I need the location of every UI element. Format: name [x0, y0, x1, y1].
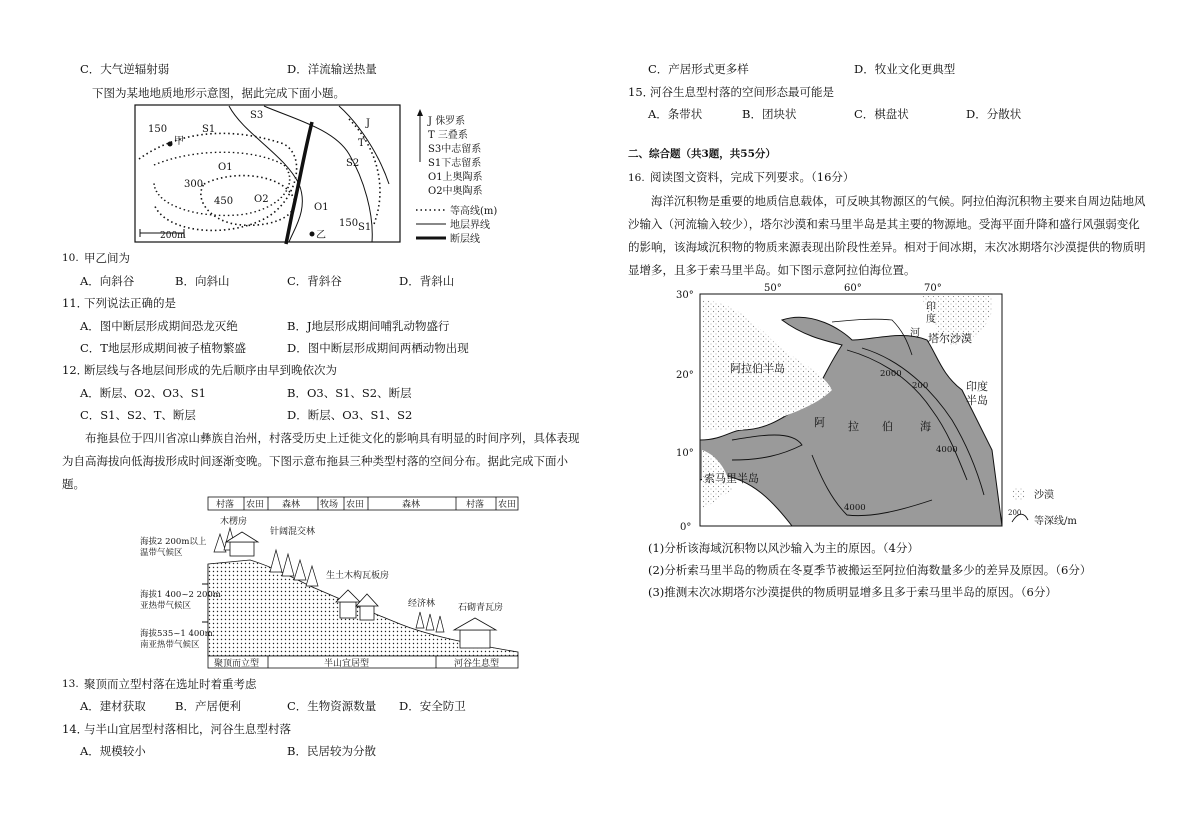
strata-label: S1 [202, 124, 216, 135]
strata-label: J [366, 118, 371, 129]
zone-label-low: 海拔535~1 400m 南亚热带气候区 [140, 629, 213, 650]
lon-label: 70° [924, 283, 942, 294]
q11-option: D．图中断层形成期间两栖动物出现 [287, 341, 469, 355]
place-thar: 塔尔沙漠 [928, 332, 972, 345]
strip-label: 农田 [498, 500, 517, 510]
village-intro: 布拖县位于四川省凉山彝族自治州，村落受历史上迁徙文化的影响具有明显的时间序列，具体表现为自高海拔向低海拔形成时间逐渐变晚。下图示意布拖县三种类型村落的空间分布。据此完成下面小题。 [62, 431, 580, 491]
geo-map [134, 104, 514, 246]
q15-option: B．团块状 [742, 107, 797, 121]
strip-label: 牧场 [320, 500, 339, 510]
strata-label: O2 [254, 194, 269, 205]
depth-label: 2000 [880, 369, 902, 379]
q14-stem: 与半山宜居型村落相比，河谷生息型村落 [84, 722, 291, 736]
sea-char: 伯 [882, 420, 893, 433]
place-india: 印度半岛 [966, 380, 988, 407]
q11-stem: 下列说法正确的是 [84, 296, 176, 310]
q12-option: B．O3、S1、S2、断层 [287, 386, 412, 400]
legend-stratum: O2中奥陶系 [428, 186, 483, 197]
depth-label: 200 [912, 381, 929, 391]
q14-option: A．规模较小 [80, 744, 146, 758]
strata-label: O1 [218, 162, 233, 173]
type-label: 聚顶而立型 [214, 659, 260, 669]
legend-desert: 沙漠 [1034, 490, 1054, 501]
section-heading: 二、综合题（共3题，共55分） [628, 148, 776, 160]
point-yi: 乙 [316, 230, 326, 241]
contour-label: 150 [339, 218, 359, 229]
legend-fault: 断层线 [450, 234, 480, 245]
q12-option: D．断层、O3、S1、S2 [287, 408, 413, 422]
q14-option: D．牧业文化更典型 [854, 62, 956, 76]
strata-label: O1 [314, 202, 329, 213]
q15-option: D．分散状 [966, 107, 1022, 121]
contour-label: 150 [148, 124, 168, 135]
strip-label: 森林 [282, 500, 301, 510]
legend-stratum: S3中志留系 [428, 144, 482, 155]
q12-number: 12． [62, 363, 89, 377]
q10-option: A．向斜谷 [80, 274, 135, 288]
sea-char: 拉 [848, 420, 859, 433]
place-arabia: 阿拉伯半岛 [730, 362, 785, 375]
label-mixed-forest: 针阔混交林 [270, 527, 316, 537]
q12-option: C．S1、S2、T、断层 [80, 408, 196, 422]
strata-label: S3 [250, 110, 264, 121]
q13-option: C．生物资源数量 [287, 699, 377, 713]
place-somalia: 索马里半岛 [704, 472, 759, 485]
q12-stem: 断层线与各地层间形成的先后顺序由早到晚依次为 [84, 363, 337, 377]
strata-label: S2 [346, 158, 360, 169]
strip-label: 村落 [216, 500, 235, 510]
lon-label: 60° [844, 283, 862, 294]
arabian-sea-map [672, 280, 1092, 536]
strip-label: 村落 [466, 500, 485, 510]
label-economic-forest: 经济林 [408, 599, 436, 609]
q13-option: B．产居便利 [175, 699, 241, 713]
q16-number: 16. [628, 172, 645, 184]
legend-stratum: O1上奥陶系 [428, 172, 483, 183]
lon-label: 50° [764, 283, 782, 294]
contour-label: 450 [214, 196, 234, 207]
depth-label: 4000 [936, 445, 958, 455]
q16-stem: 阅读图文资料，完成下列要求。（16分） [650, 170, 855, 184]
q14-option: C．产居形式更多样 [648, 62, 749, 76]
legend-stratum: S1下志留系 [428, 158, 482, 169]
q11-option: A．图中断层形成期间恐龙灭绝 [80, 319, 238, 333]
q15-option: A．条带状 [648, 107, 703, 121]
q9-option-c: C．大气逆辐射弱 [80, 62, 170, 76]
q15-stem: 河谷生息型村落的空间形态最可能是 [650, 85, 834, 99]
contour-label: 300 [184, 179, 204, 190]
strip-label: 农田 [346, 500, 365, 510]
q13-option: D．安全防卫 [399, 699, 466, 713]
label-earth-house: 生土木构瓦板房 [326, 571, 390, 581]
q10-number: 10. [62, 252, 79, 264]
q16-sub2: (2)分析索马里半岛的物质在冬夏季节被搬运至阿拉伯海数量多少的差异及原因。（6分） [648, 563, 1092, 577]
lat-label: 0° [680, 522, 692, 533]
q16-sub1: (1)分析该海域沉积物以风沙输入为主的原因。（4分） [648, 541, 919, 555]
q15-option: C．棋盘状 [854, 107, 909, 121]
point-jia: 甲 [174, 136, 184, 147]
strata-label: S1 [358, 222, 372, 233]
geo-scale: 200m [160, 231, 186, 241]
label-stone-house: 石砌青瓦房 [458, 603, 504, 613]
q13-option: A．建材获取 [80, 699, 146, 713]
legend-boundary: 地层界线 [450, 220, 490, 231]
q16-sub3: (3)推测末次冰期塔尔沙漠提供的物质明显增多且多于索马里半岛的原因。（6分） [648, 585, 1057, 599]
legend-depth-value: 200 [1008, 509, 1022, 517]
q13-stem: 聚顶而立型村落在选址时着重考虑 [84, 677, 257, 691]
legend-stratum: T 三叠系 [428, 130, 468, 141]
lat-label: 30° [676, 290, 694, 301]
lat-label: 20° [676, 370, 694, 381]
lat-label: 10° [676, 448, 694, 459]
q10-stem: 甲乙间为 [84, 251, 130, 265]
q9-option-d: D．洋流输送热量 [287, 62, 377, 76]
strata-label: T [358, 138, 365, 149]
sea-char: 海 [920, 420, 931, 433]
zone-label-high: 海拔2 200m以上温带气候区 [140, 537, 207, 558]
q12-option: A．断层、O2、O3、S1 [80, 386, 206, 400]
depth-label: 4000 [844, 503, 866, 513]
q10-option: D．背斜山 [399, 274, 455, 288]
strip-label: 森林 [402, 500, 421, 510]
zone-label-mid: 海拔1 400~2 200m 亚热带气候区 [140, 590, 221, 611]
point-jia-icon [168, 142, 173, 147]
legend-contour: 等高线(m) [450, 206, 498, 217]
desert-legend-icon [1012, 488, 1026, 500]
place-indus: 印度河 [910, 302, 936, 339]
legend-depth: 等深线/m [1034, 516, 1077, 527]
type-label: 河谷生息型 [454, 659, 500, 669]
point-yi-icon [310, 232, 315, 237]
q10-option: B．向斜山 [175, 274, 230, 288]
legend-stratum: J 侏罗系 [428, 116, 466, 127]
q13-number: 13. [62, 678, 79, 690]
q16-body: 海洋沉积物是重要的地质信息载体，可反映其物源区的气候。阿拉伯海沉积物主要来自周边陆地风沙输入（河流输入较少），塔尔沙漠和索马里半岛是其主要的物源地。受海平面升降和盛行风强弱变化的影响，该海域沉积物的物质来源表现出阶段性差异。相对于间冰期，末次冰期塔尔沙漠提供的物质明显增多，且多于索马里半岛。如下图示意阿拉伯海位置。 [628, 194, 1146, 277]
q11-option: B．J地层形成期间哺乳动物盛行 [287, 319, 450, 333]
sea-char: 阿 [814, 416, 825, 429]
strip-label: 农田 [246, 500, 265, 510]
q14-option: B．民居较为分散 [287, 744, 376, 758]
geo-map-intro: 下图为某地地质地形示意图，据此完成下面小题。 [92, 86, 345, 100]
q15-number: 15． [628, 85, 655, 99]
village-diagram [140, 494, 520, 670]
type-label: 半山宜居型 [324, 659, 370, 669]
q11-number: 11． [62, 296, 89, 310]
q14-number: 14． [62, 722, 89, 736]
q10-option: C．背斜谷 [287, 274, 342, 288]
label-mulengfang: 木楞房 [220, 517, 248, 527]
q11-option: C．T地层形成期间被子植物繁盛 [80, 341, 246, 355]
